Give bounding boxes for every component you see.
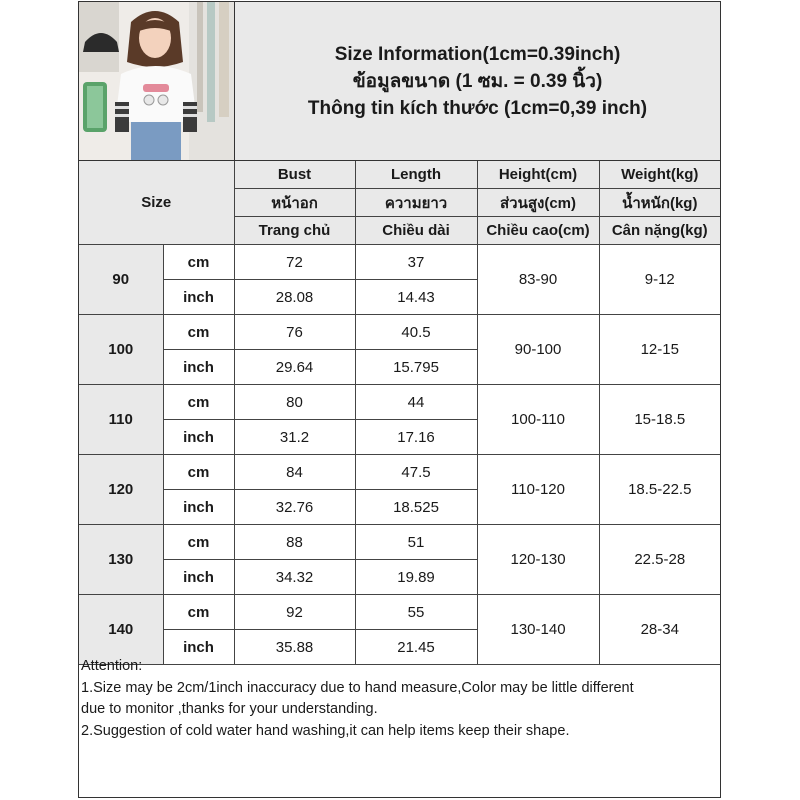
weight-range-value: 22.5-28 — [599, 525, 720, 595]
column-height-en: Height(cm) — [477, 161, 599, 189]
size-value: 110 — [79, 385, 163, 455]
size-column-label: Size — [79, 161, 234, 245]
unit-cm-label: cm — [163, 525, 234, 560]
note-1-line-1: 1.Size may be 2cm/1inch inaccuracy due to hand measure,Color may be little different — [81, 679, 634, 696]
title-block — [235, 2, 720, 160]
unit-inch-label: inch — [163, 350, 234, 385]
bust-inch-value: 28.08 — [234, 280, 355, 315]
column-length-en: Length — [355, 161, 477, 189]
height-range-value: 90-100 — [477, 315, 599, 385]
table-row — [79, 385, 720, 420]
bust-cm-value: 80 — [234, 385, 355, 420]
column-weight-vi: Cân nặng(kg) — [599, 217, 720, 245]
column-length-th: ความยาว — [355, 189, 477, 217]
unit-inch-label: inch — [163, 630, 234, 665]
length-cm-value: 47.5 — [355, 455, 477, 490]
note-2: 2.Suggestion of cold water hand washing,it can help items keep their shape. — [81, 722, 570, 739]
length-cm-value: 51 — [355, 525, 477, 560]
unit-inch-label: inch — [163, 490, 234, 525]
length-cm-value: 40.5 — [355, 315, 477, 350]
bust-cm-value: 88 — [234, 525, 355, 560]
column-height-th: ส่วนสูง(cm) — [477, 189, 599, 217]
product-photo-illustration — [79, 2, 234, 160]
length-cm-value: 37 — [355, 245, 477, 280]
unit-inch-label: inch — [163, 280, 234, 315]
height-range-value: 120-130 — [477, 525, 599, 595]
height-range-value: 83-90 — [477, 245, 599, 315]
notes-heading: Attention: — [81, 658, 143, 674]
weight-range-value: 12-15 — [599, 315, 720, 385]
size-value: 130 — [79, 525, 163, 595]
length-cm-value: 55 — [355, 595, 477, 630]
table-row — [79, 245, 720, 280]
unit-cm-label: cm — [163, 315, 234, 350]
unit-cm-label: cm — [163, 595, 234, 630]
table-row — [79, 455, 720, 490]
weight-range-value: 18.5-22.5 — [599, 455, 720, 525]
header-row-en — [79, 161, 720, 189]
size-value: 100 — [79, 315, 163, 385]
unit-cm-label: cm — [163, 385, 234, 420]
attention-notes — [81, 656, 718, 742]
bust-cm-value: 76 — [234, 315, 355, 350]
weight-range-value: 9-12 — [599, 245, 720, 315]
length-inch-value: 21.45 — [355, 630, 477, 665]
bust-inch-value: 35.88 — [234, 630, 355, 665]
column-bust-th: หน้าอก — [234, 189, 355, 217]
bust-cm-value: 84 — [234, 455, 355, 490]
column-bust-vi: Trang chủ — [234, 217, 355, 245]
table-row — [79, 315, 720, 350]
note-1-line-2: due to monitor ,thanks for your understanding. — [81, 701, 378, 717]
length-inch-value: 14.43 — [355, 280, 477, 315]
unit-cm-label: cm — [163, 455, 234, 490]
column-weight-th: น้ำหนัก(kg) — [599, 189, 720, 217]
bust-cm-value: 72 — [234, 245, 355, 280]
table-row — [79, 525, 720, 560]
title-english: Size Information(1cm=0.39inch) — [334, 43, 621, 65]
column-height-vi: Chiều cao(cm) — [477, 217, 599, 245]
weight-range-value: 28-34 — [599, 595, 720, 665]
size-value: 90 — [79, 245, 163, 315]
bust-inch-value: 29.64 — [234, 350, 355, 385]
bust-cm-value: 92 — [234, 595, 355, 630]
size-table — [79, 161, 720, 665]
length-inch-value: 18.525 — [355, 490, 477, 525]
product-photo — [79, 2, 235, 160]
height-range-value: 100-110 — [477, 385, 599, 455]
length-inch-value: 15.795 — [355, 350, 477, 385]
length-cm-value: 44 — [355, 385, 477, 420]
column-weight-en: Weight(kg) — [599, 161, 720, 189]
length-inch-value: 17.16 — [355, 420, 477, 455]
unit-cm-label: cm — [163, 245, 234, 280]
size-value: 140 — [79, 595, 163, 665]
height-range-value: 110-120 — [477, 455, 599, 525]
header-section — [79, 2, 720, 161]
title-thai: ข้อมูลขนาด (1 ซม. = 0.39 นิ้ว) — [352, 70, 603, 92]
size-value: 120 — [79, 455, 163, 525]
bust-inch-value: 31.2 — [234, 420, 355, 455]
bust-inch-value: 34.32 — [234, 560, 355, 595]
size-chart-sheet — [78, 1, 721, 798]
column-bust-en: Bust — [234, 161, 355, 189]
title-vietnamese: Thông tin kích thước (1cm=0,39 inch) — [307, 97, 648, 119]
weight-range-value: 15-18.5 — [599, 385, 720, 455]
column-length-vi: Chiều dài — [355, 217, 477, 245]
length-inch-value: 19.89 — [355, 560, 477, 595]
unit-inch-label: inch — [163, 560, 234, 595]
height-range-value: 130-140 — [477, 595, 599, 665]
bust-inch-value: 32.76 — [234, 490, 355, 525]
unit-inch-label: inch — [163, 420, 234, 455]
table-row — [79, 595, 720, 630]
